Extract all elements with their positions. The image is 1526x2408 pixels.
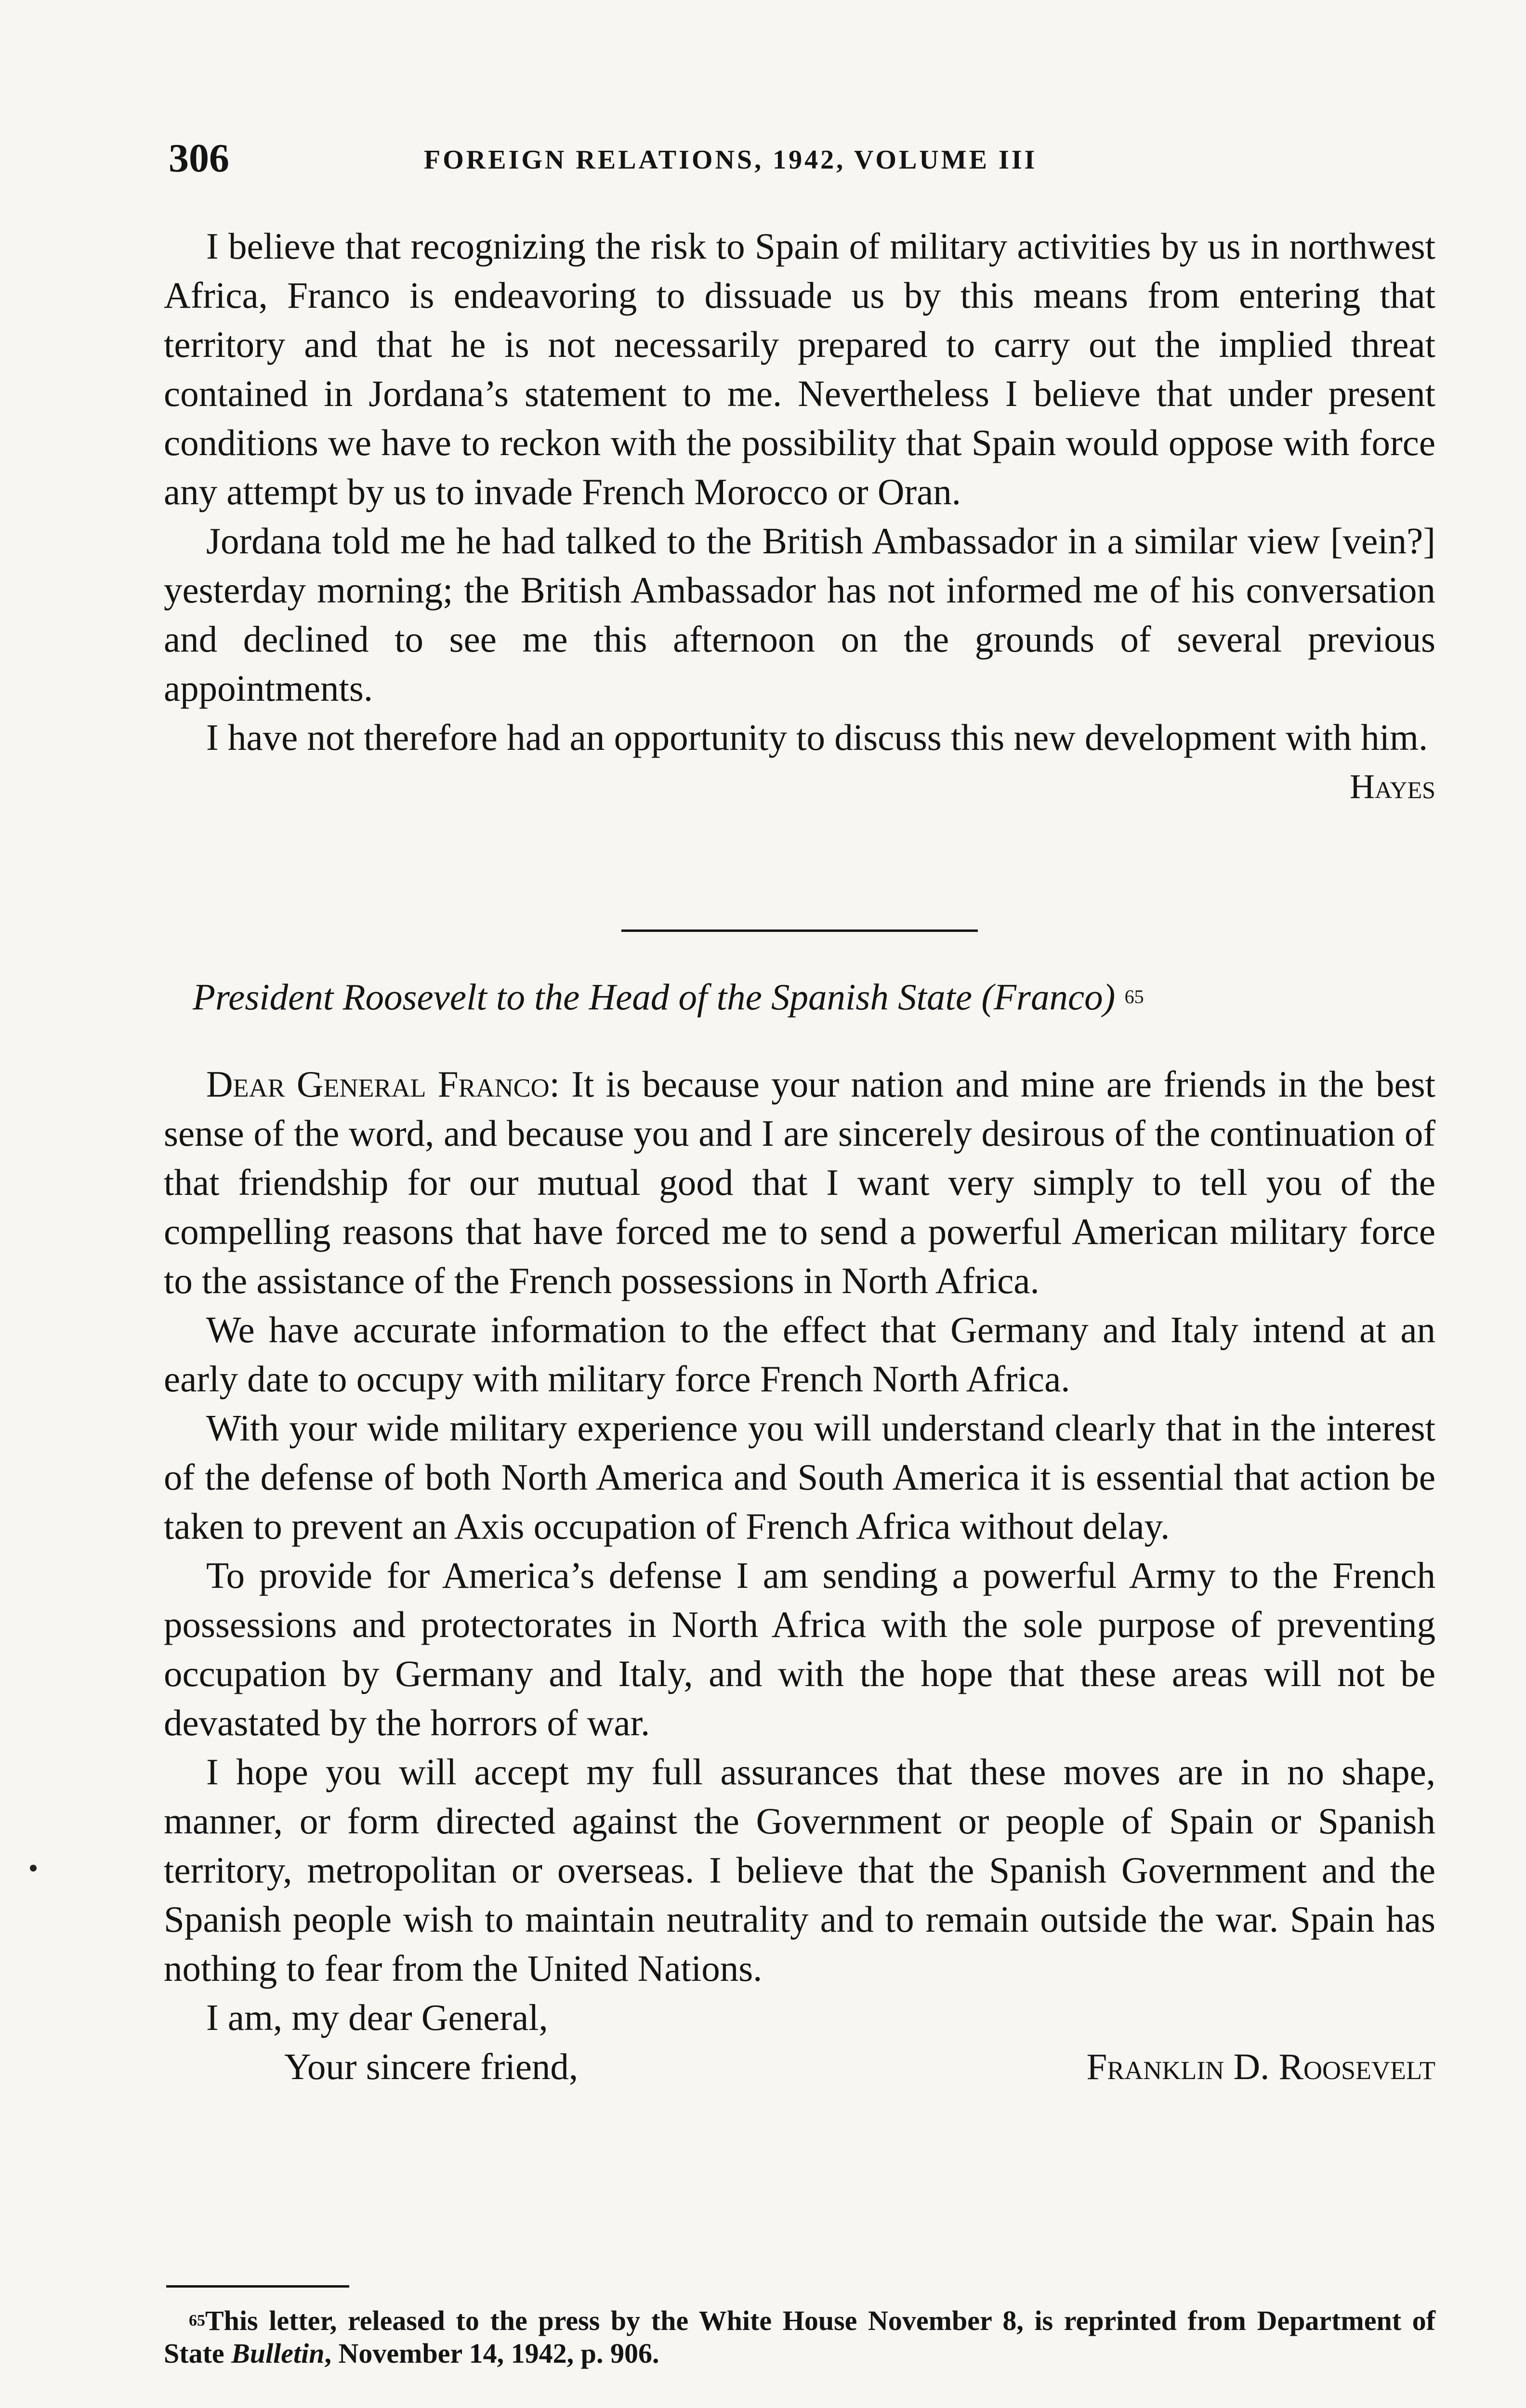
closing-line: I am, my dear General, [206,1997,548,2038]
margin-mark [30,1865,37,1871]
footnote-ref: 65 [1124,986,1144,1008]
heading-text: President Roosevelt to the Head of the Spanish State (Franco) [193,976,1116,1018]
paragraph: I believe that recognizing the risk to Spain of military activities by us in northwest Africa, Franco is endeavoring to dissuade us by this means from entering that territory and that he is not necessarily prepared to carry out the implied threat contained in Jordana’s statement to me. Nevertheless I believe that under present conditions we have to reckon with the possibility that Spain would oppose with force any attempt by us to invade French Morocco or Oran. [164,225,1435,512]
footnote-number: 65 [189,2312,205,2329]
running-head: FOREIGN RELATIONS, 1942, VOLUME III [424,145,1038,175]
salutation: Dear General Franco: [206,1063,560,1105]
paragraph: I have not therefore had an opportunity to discuss this new development with him. [206,717,1428,758]
closing-signature-line [164,2042,1435,2091]
paragraph: With your wide military experience you will understand clearly that in the interest of the defense of both North America and South America it is essential that action be taken to prevent an Axis occupation of French Africa without delay. [164,1407,1435,1547]
footnote-italic: Bulletin [231,2338,325,2369]
previous-document [164,222,1435,811]
footnote-text-end: , November 14, 1942, p. 906. [324,2338,659,2369]
closing [164,1993,1435,2091]
footnote [164,2304,1435,2370]
first-paragraph-text: It is because your nation and mine are friends in the best sense of the word, and because you and I are sincerely desirous of the continuation of that friendship for our mutual good that I want very simply to tell you of the compelling reasons that have forced me to send a powerful American military force to the assistance of the French possessions in North Africa. [164,1063,1435,1301]
first-paragraph [164,1060,1435,1305]
signature-hayes [164,762,1435,811]
footnote-text: This letter, released to the press by the White House November 8, is reprinted from Department of State [164,2305,1435,2369]
paragraph: Jordana told me he had talked to the British Ambassador in a similar view [vein?] yesterday morning; the British Ambassador has not informed me of his conversation and declined to see me this afternoon on the grounds of several previous appointments. [164,520,1435,709]
signature-text: Hayes [1350,767,1435,806]
paragraph: To provide for America’s defense I am sending a powerful Army to the French possessions and protectorates in North Africa with the sole purpose of preventing occupation by Germany and Italy, and with the hope that these areas will not be devastated by the horrors of war. [164,1555,1435,1743]
paragraph: We have accurate information to the effect that Germany and Italy intend at an early date to occupy with military force French North Africa. [164,1309,1435,1400]
letter-body [164,1060,1435,2091]
page-number: 306 [169,136,229,181]
footnote-rule [166,2285,349,2288]
signature-roosevelt: Franklin D. Roosevelt [1086,2046,1435,2087]
closing-line: Your sincere friend, [284,2046,579,2087]
paragraph: I hope you will accept my full assurances that these moves are in no shape, manner, or form directed against the Government or people of Spain or Spanish territory, metropolitan or overseas. I believe that the Spanish Government and the Spanish people wish to maintain neutrality and to remain outside the war. Spain has nothing to fear from the United Nations. [164,1751,1435,1989]
section-divider [621,929,978,932]
document-heading [193,973,1445,1021]
